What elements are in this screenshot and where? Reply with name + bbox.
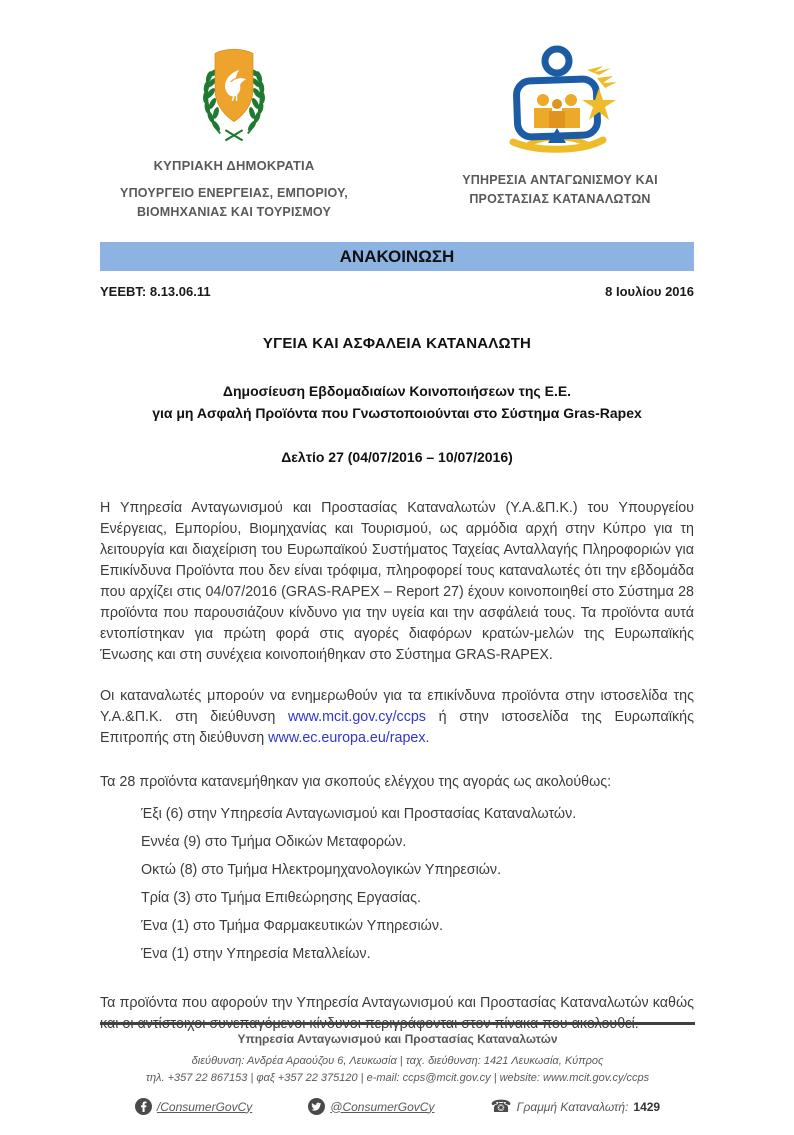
republic-header-block <box>100 44 368 222</box>
twitter-icon <box>308 1098 325 1115</box>
reference-number: ΥΕΕΒΤ: 8.13.06.11 <box>100 284 211 299</box>
list-item: Έξι (6) στην Υπηρεσία Ανταγωνισμού και Προστασίας Καταναλωτών. <box>141 806 577 822</box>
subtitle-line2: για μη Ασφαλή Προϊόντα που Γνωστοποιούνται στο Σύστημα Gras-Rapex <box>152 405 642 421</box>
facebook-icon <box>135 1098 152 1115</box>
footer-address-line: διεύθυνση: Ανδρέα Αραούζου 6, Λευκωσία | ταχ. διεύθυνση: 1421 Λευκωσία, Κύπρος <box>191 1055 604 1067</box>
subtitle <box>100 380 694 424</box>
list-item: Ένα (1) στο Τμήμα Φαρμακευτικών Υπηρεσιών. <box>141 918 443 934</box>
document-date: 8 Ιουλίου 2016 <box>605 284 694 299</box>
allocation-list <box>100 800 694 968</box>
list-intro: Τα 28 προϊόντα κατανεμήθηκαν για σκοπούς ελέγχου της αγοράς ως ακολούθως: <box>100 774 612 790</box>
list-item: Τρία (3) στο Τμήμα Επιθεώρησης Εργασίας. <box>141 890 422 906</box>
paragraph-links <box>100 686 694 749</box>
paragraph-closing: Τα προϊόντα που αφορούν την Υπηρεσία Ανταγωνισμού και Προστασίας Καταναλωτών καθώς και οι αντίστοιχοι συνεπαγόμενοι κίνδυνοι περιγράφονται στον πίνακα που ακολουθεί. <box>100 995 694 1032</box>
twitter-handle-link[interactable]: @ConsumerGovCy <box>330 1099 435 1114</box>
list-item: Ένα (1) στην Υπηρεσία Μεταλλείων. <box>141 946 371 962</box>
footer-contact-line: τηλ. +357 22 867153 | φαξ +357 22 375120 | e-mail: ccps@mcit.gov.cy | website: www.mcit.gov.cy/ccps <box>145 1072 650 1084</box>
announcement-banner: ΑΝΑΚΟΙΝΩΣΗ <box>100 242 694 271</box>
facebook-handle-link[interactable]: /ConsumerGovCy <box>156 1099 253 1114</box>
phone-icon: ☎ <box>490 1097 512 1116</box>
paragraph-links-text1: Οι καταναλωτές μπορούν να ενημερωθούν για τα επικίνδυνα προϊόντα στην ιστοσελίδα της Υ.Α.&Π.Κ. στη διεύθυνση <box>100 688 694 725</box>
list-item: Οκτώ (8) στο Τμήμα Ηλεκτρομηχανολογικών Υπηρεσιών. <box>141 862 502 878</box>
paragraph-links-text2: ή στην ιστοσελίδα της Ευρωπαϊκής Επιτροπής στη διεύθυνση <box>100 709 694 746</box>
service-name-line1: ΥΠΗΡΕΣΙΑ ΑΝΤΑΓΩΝΙΣΜΟΥ ΚΑΙ <box>462 173 658 187</box>
service-name-line2: ΠΡΟΣΤΑΣΙΑΣ ΚΑΤΑΝΑΛΩΤΩΝ <box>469 192 651 206</box>
facebook-item <box>135 1098 252 1115</box>
paragraph-intro: Η Υπηρεσία Ανταγωνισμού και Προστασίας Καταναλωτών (Υ.Α.&Π.Κ.) του Υπουργείου Ενέργειας, Εμπορίου, Βιομηχανίας και Τουρισμού, ως αρμόδια αρχή στην Κύπρο για τη λειτουργία και διαχείριση του Ευρωπαϊκού Συστήματος Ταχείας Ανταλλαγής Πληροφοριών για Επικίνδυνα Προϊόντα που δεν είναι τρόφιμα, πληροφορεί τους καταναλωτές ότι την εβδομάδα που αρχίζει στις 04/07/2016 (GRAS-RAPEX – Report 27) έχουν κοινοποιηθεί στο Σύστημα 28 προϊόντα που παρουσιάζουν κίνδυνο για την υγεία και την ασφάλειά τους. Τα προϊόντα αυτά εντοπίστηκαν για πρώτη φορά στις αγορές διαφόρων κρατών-μελών της Ευρωπαϊκής Ένωσης και στη συνέχεια κοινοποιήθηκαν στο Σύστημα GRAS-RAPEX. <box>100 500 694 663</box>
bulletin-title: Δελτίο 27 (04/07/2016 – 10/07/2016) <box>281 449 513 465</box>
rapex-website-link[interactable]: www.ec.europa.eu/rapex. <box>268 730 430 746</box>
footer-social-row <box>100 1098 695 1115</box>
meta-row <box>100 284 694 299</box>
hotline-label: Γραμμή Καταναλωτή: <box>516 1099 629 1114</box>
footer-organization-name: Υπηρεσία Ανταγωνισμού και Προστασίας Καταναλωτών <box>237 1032 558 1046</box>
hotline-item <box>490 1098 660 1115</box>
page-title: ΥΓΕΙΑ ΚΑΙ ΑΣΦΑΛΕΙΑ ΚΑΤΑΝΑΛΩΤΗ <box>262 335 532 352</box>
hotline-number: 1429 <box>633 1099 661 1114</box>
cyprus-coat-of-arms-icon <box>191 44 277 149</box>
document-header <box>100 44 694 222</box>
document-footer <box>100 1022 695 1115</box>
service-header-block <box>426 44 694 209</box>
ministry-name-line2: ΒΙΟΜΗΧΑΝΙΑΣ ΚΑΙ ΤΟΥΡΙΣΜΟΥ <box>136 205 332 219</box>
list-item: Εννέα (9) στο Τμήμα Οδικών Μεταφορών. <box>141 834 407 850</box>
subtitle-line1: Δημοσίευση Εβδομαδιαίων Κοινοποιήσεων της Ε.Ε. <box>222 383 572 399</box>
ministry-name-line1: ΥΠΟΥΡΓΕΙΟ ΕΝΕΡΓΕΙΑΣ, ΕΜΠΟΡΙΟΥ, <box>120 186 348 200</box>
ccps-website-link[interactable]: www.mcit.gov.cy/ccps <box>287 709 426 725</box>
consumer-protection-service-logo-icon <box>499 44 621 161</box>
republic-title: ΚΥΠΡΙΑΚΗ ΔΗΜΟΚΡΑΤΙΑ <box>153 158 315 173</box>
twitter-item <box>308 1098 434 1115</box>
